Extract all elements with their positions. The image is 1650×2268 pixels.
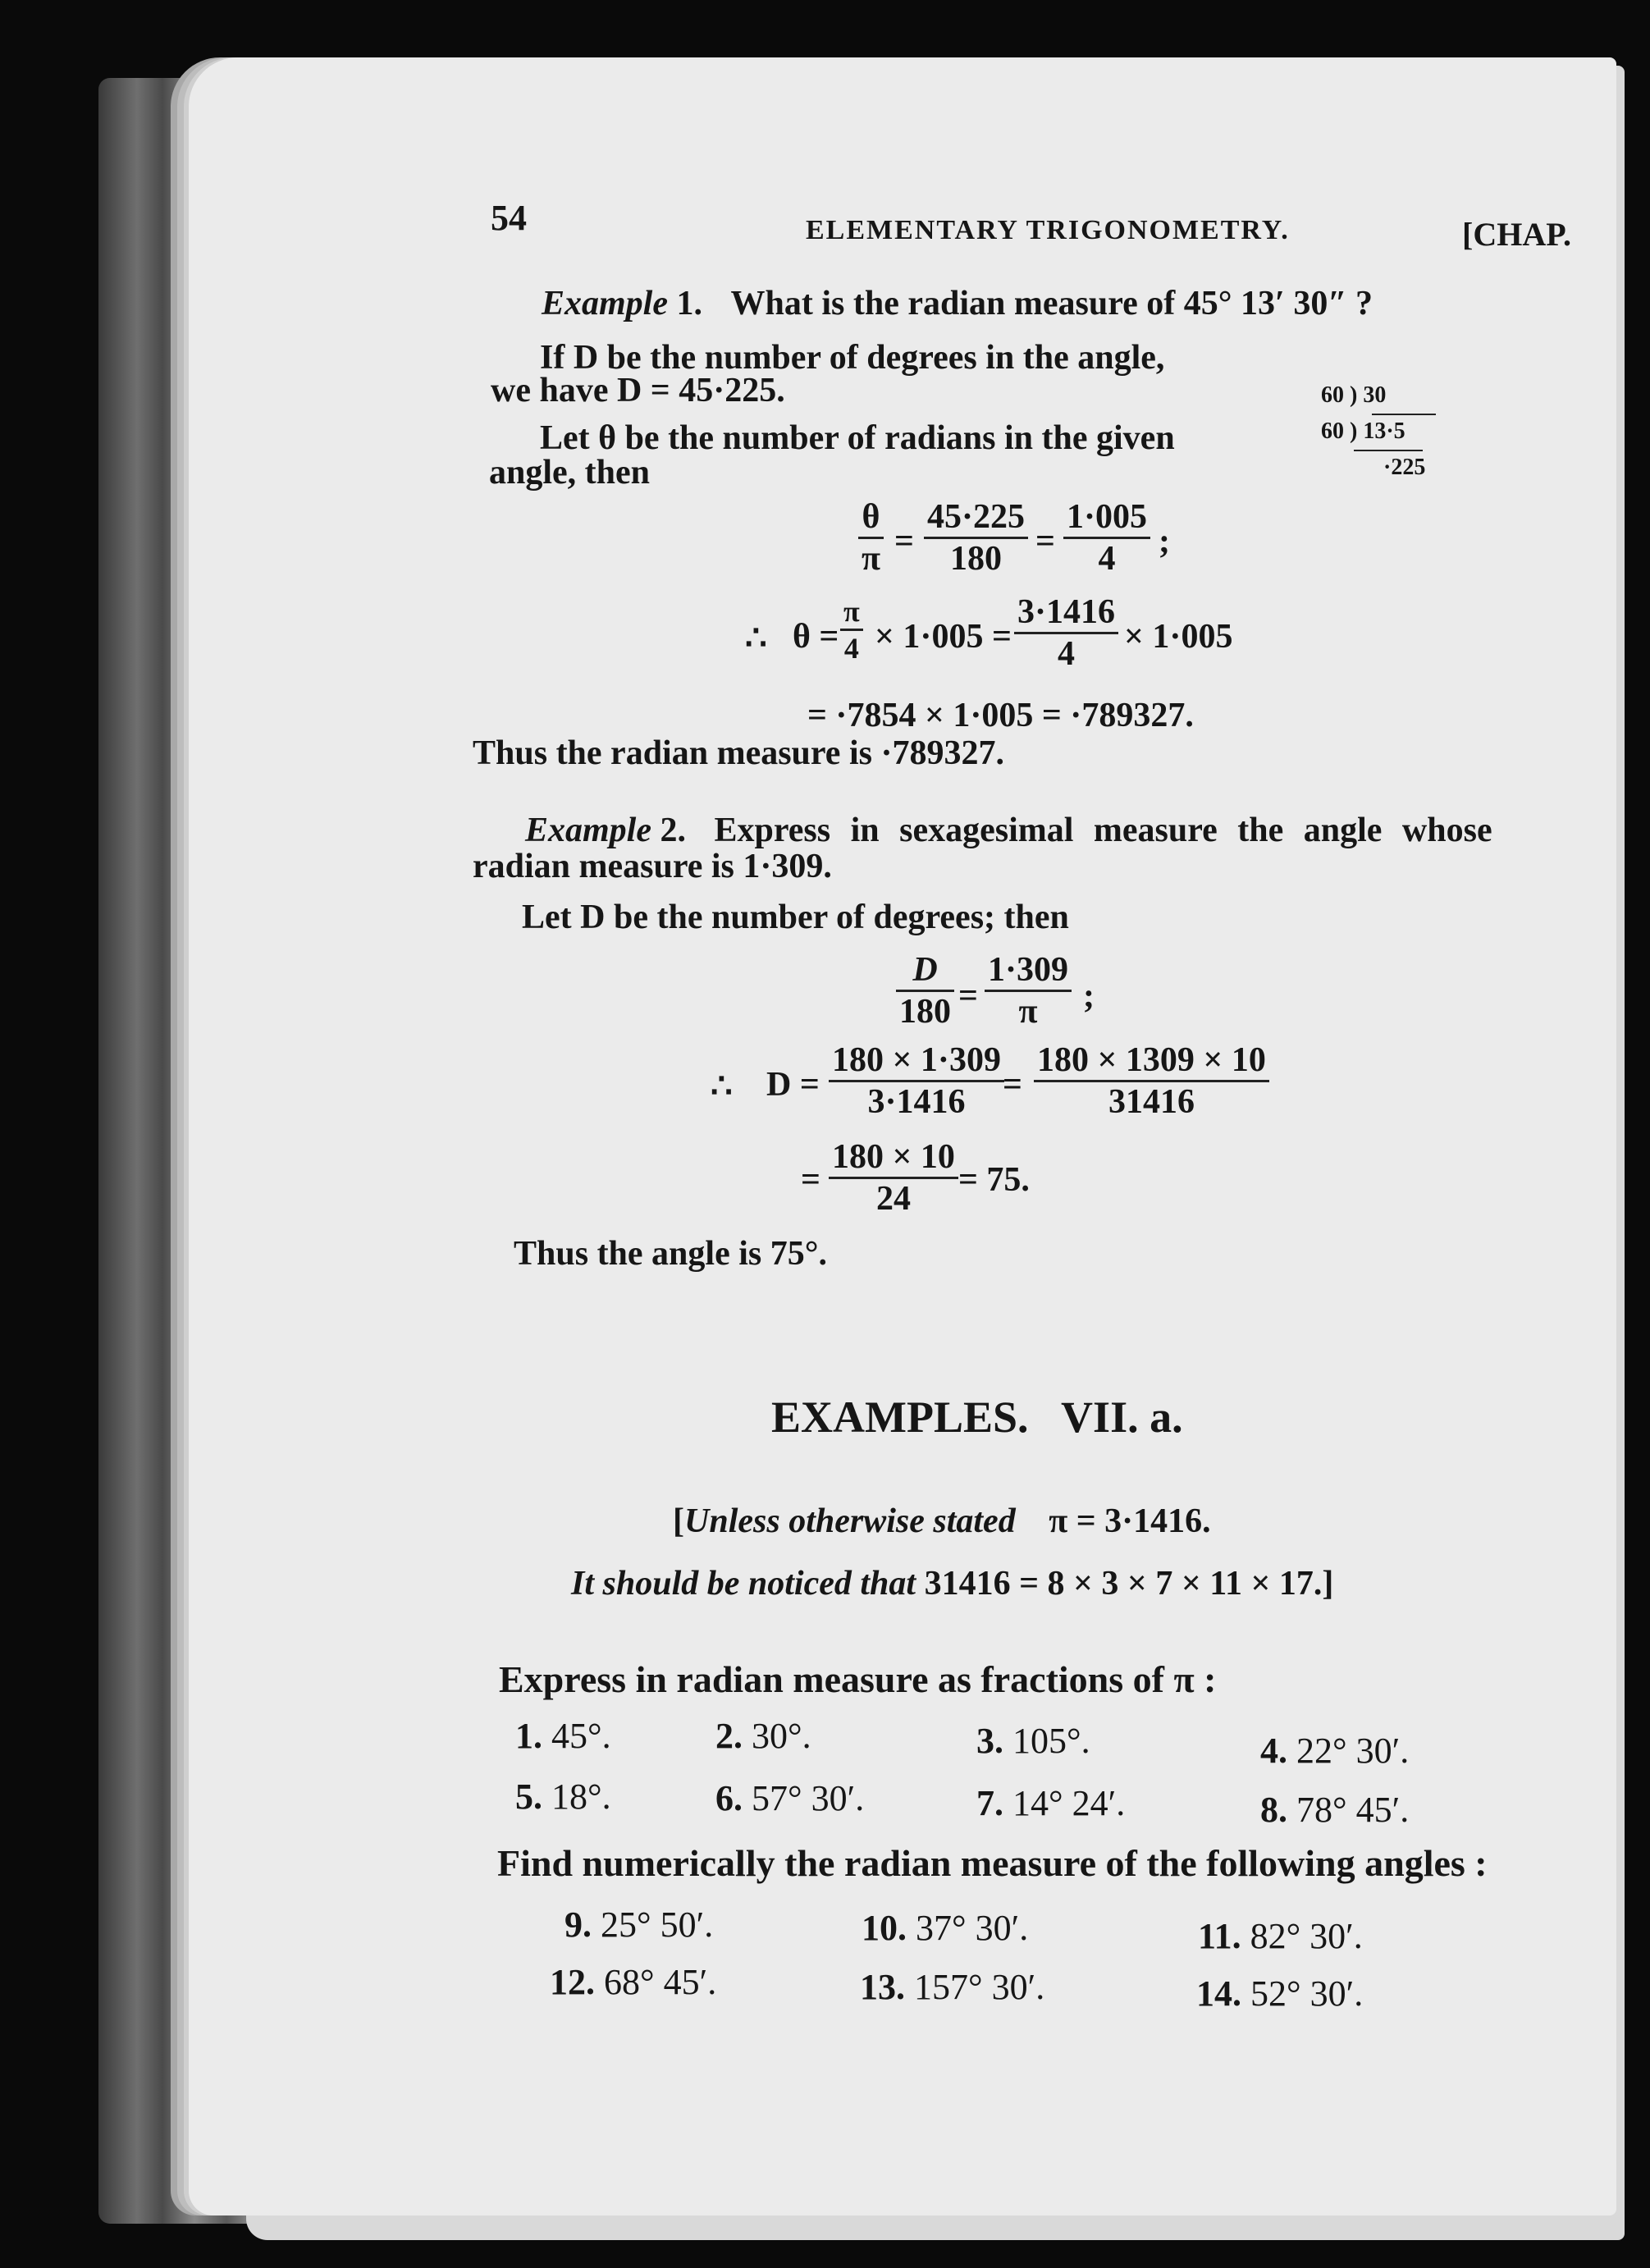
ex2-eq2-therefore: ∴ xyxy=(711,1068,733,1105)
eq3-line: = ·7854 × 1·005 = ·789327. xyxy=(807,697,1194,734)
eq1-semicolon: ; xyxy=(1159,523,1170,560)
ex2-eq1-semicolon: ; xyxy=(1083,977,1095,1015)
eq2-frac-pi-4: $\frac{\pi}{4}$ xyxy=(840,594,863,665)
instruction1: Express in radian measure as fractions of π : xyxy=(499,1658,1217,1700)
ex2-eq2-lhs: D = xyxy=(766,1066,820,1104)
exercise-3: 3. 105°. xyxy=(976,1721,1090,1761)
side-calc-row2: 60 ) 13·5 xyxy=(1321,418,1405,444)
instruction2: Find numerically the radian measure of the following angles : xyxy=(497,1842,1488,1884)
exercise-6: 6. 57° 30′. xyxy=(715,1778,865,1818)
side-calc-rule1 xyxy=(1372,414,1436,415)
running-title: ELEMENTARY TRIGONOMETRY. xyxy=(806,215,1290,245)
eq2-mid: × 1·005 = xyxy=(875,618,1012,656)
ex2-eq2-frac-a: $\frac{180 \times 1\cdot 309}{3\cdot 1416}$ xyxy=(829,1040,1004,1122)
example1-heading: Example 1. What is the radian measure of 45° 13′ 30″ ? xyxy=(542,285,1373,322)
example2-question2: radian measure is 1·309. xyxy=(473,848,832,885)
ex2-eq1-frac-1309-pi: $\frac{1\cdot 309}{\pi}$ xyxy=(985,950,1072,1031)
exercise-1: 1. 45°. xyxy=(515,1716,611,1756)
exercise-9: 9. 25° 50′. xyxy=(564,1904,714,1945)
book-page xyxy=(189,57,1616,2215)
exercise-8: 8. 78° 45′. xyxy=(1260,1790,1410,1830)
page-number: 54 xyxy=(491,198,527,238)
exercise-14: 14. 52° 30′. xyxy=(1196,1973,1364,2014)
example1-line2: we have D = 45·225. xyxy=(491,372,785,409)
example2-heading: Example 2. Express in sexagesimal measure the angle whose xyxy=(525,812,1492,849)
eq1-equals-1: = xyxy=(894,523,914,560)
eq1-frac-degrees: $\frac{45\cdot 225}{180}$ xyxy=(924,497,1028,578)
exercise-4: 4. 22° 30′. xyxy=(1260,1731,1410,1771)
example2-line1: Let D be the number of degrees; then xyxy=(522,899,1069,936)
ex2-eq1-equals: = xyxy=(958,977,978,1015)
ex2-eq2-frac-b: $\frac{180 \times 1309 \times 10}{31416}$ xyxy=(1034,1040,1269,1122)
exercise-10: 10. 37° 30′. xyxy=(862,1908,1029,1948)
eq2-frac-3-1416: $\frac{3\cdot 1416}{4}$ xyxy=(1014,592,1118,674)
example1-conclusion: Thus the radian measure is ·789327. xyxy=(473,734,1004,772)
exercise-2: 2. 30°. xyxy=(715,1716,811,1756)
exercise-13: 13. 157° 30′. xyxy=(860,1967,1045,2007)
exercise-5: 5. 18°. xyxy=(515,1776,611,1817)
side-calc-row1: 60 ) 30 xyxy=(1321,382,1387,408)
chapter-mark: [CHAP. xyxy=(1462,216,1571,253)
ex2-eq2-equals: = xyxy=(1003,1066,1022,1104)
example2-conclusion: Thus the angle is 75°. xyxy=(514,1235,828,1273)
ex2-eq3-lhs: = xyxy=(801,1161,820,1199)
eq1-equals-2: = xyxy=(1035,523,1055,560)
eq1-frac-theta-pi: $\frac{\theta}{\pi}$ xyxy=(858,497,884,578)
exercise-12: 12. 68° 45′. xyxy=(550,1962,717,2002)
note-line2: It should be noticed that 31416 = 8 × 3 × 7 × 11 × 17.] xyxy=(571,1565,1334,1603)
side-calc-row3: ·225 xyxy=(1383,455,1426,480)
eq2-lhs: θ = xyxy=(793,618,839,656)
exercise-11: 11. 82° 30′. xyxy=(1198,1916,1363,1956)
ex2-eq3-frac: $\frac{180 \times 10}{24}$ xyxy=(829,1137,958,1219)
eq1-frac-result: $\frac{1\cdot 005}{4}$ xyxy=(1063,497,1150,578)
exercise-7: 7. 14° 24′. xyxy=(976,1783,1126,1823)
eq2-therefore: ∴ xyxy=(745,620,767,657)
eq2-tail: × 1·005 xyxy=(1124,618,1233,656)
example1-line4: angle, then xyxy=(489,454,651,492)
note-line1: [Unless otherwise stated π = 3·1416. xyxy=(673,1502,1211,1540)
example1-line3: Let θ be the number of radians in the given xyxy=(540,419,1175,457)
ex2-eq3-tail: = 75. xyxy=(958,1161,1030,1199)
ex2-eq1-frac-d-180: $\frac{D}{180}$ xyxy=(896,950,954,1031)
side-calc-rule2 xyxy=(1354,450,1423,451)
example1-line1: If D be the number of degrees in the angle, xyxy=(540,339,1165,377)
examples-heading: EXAMPLES. VII. a. xyxy=(771,1392,1183,1442)
